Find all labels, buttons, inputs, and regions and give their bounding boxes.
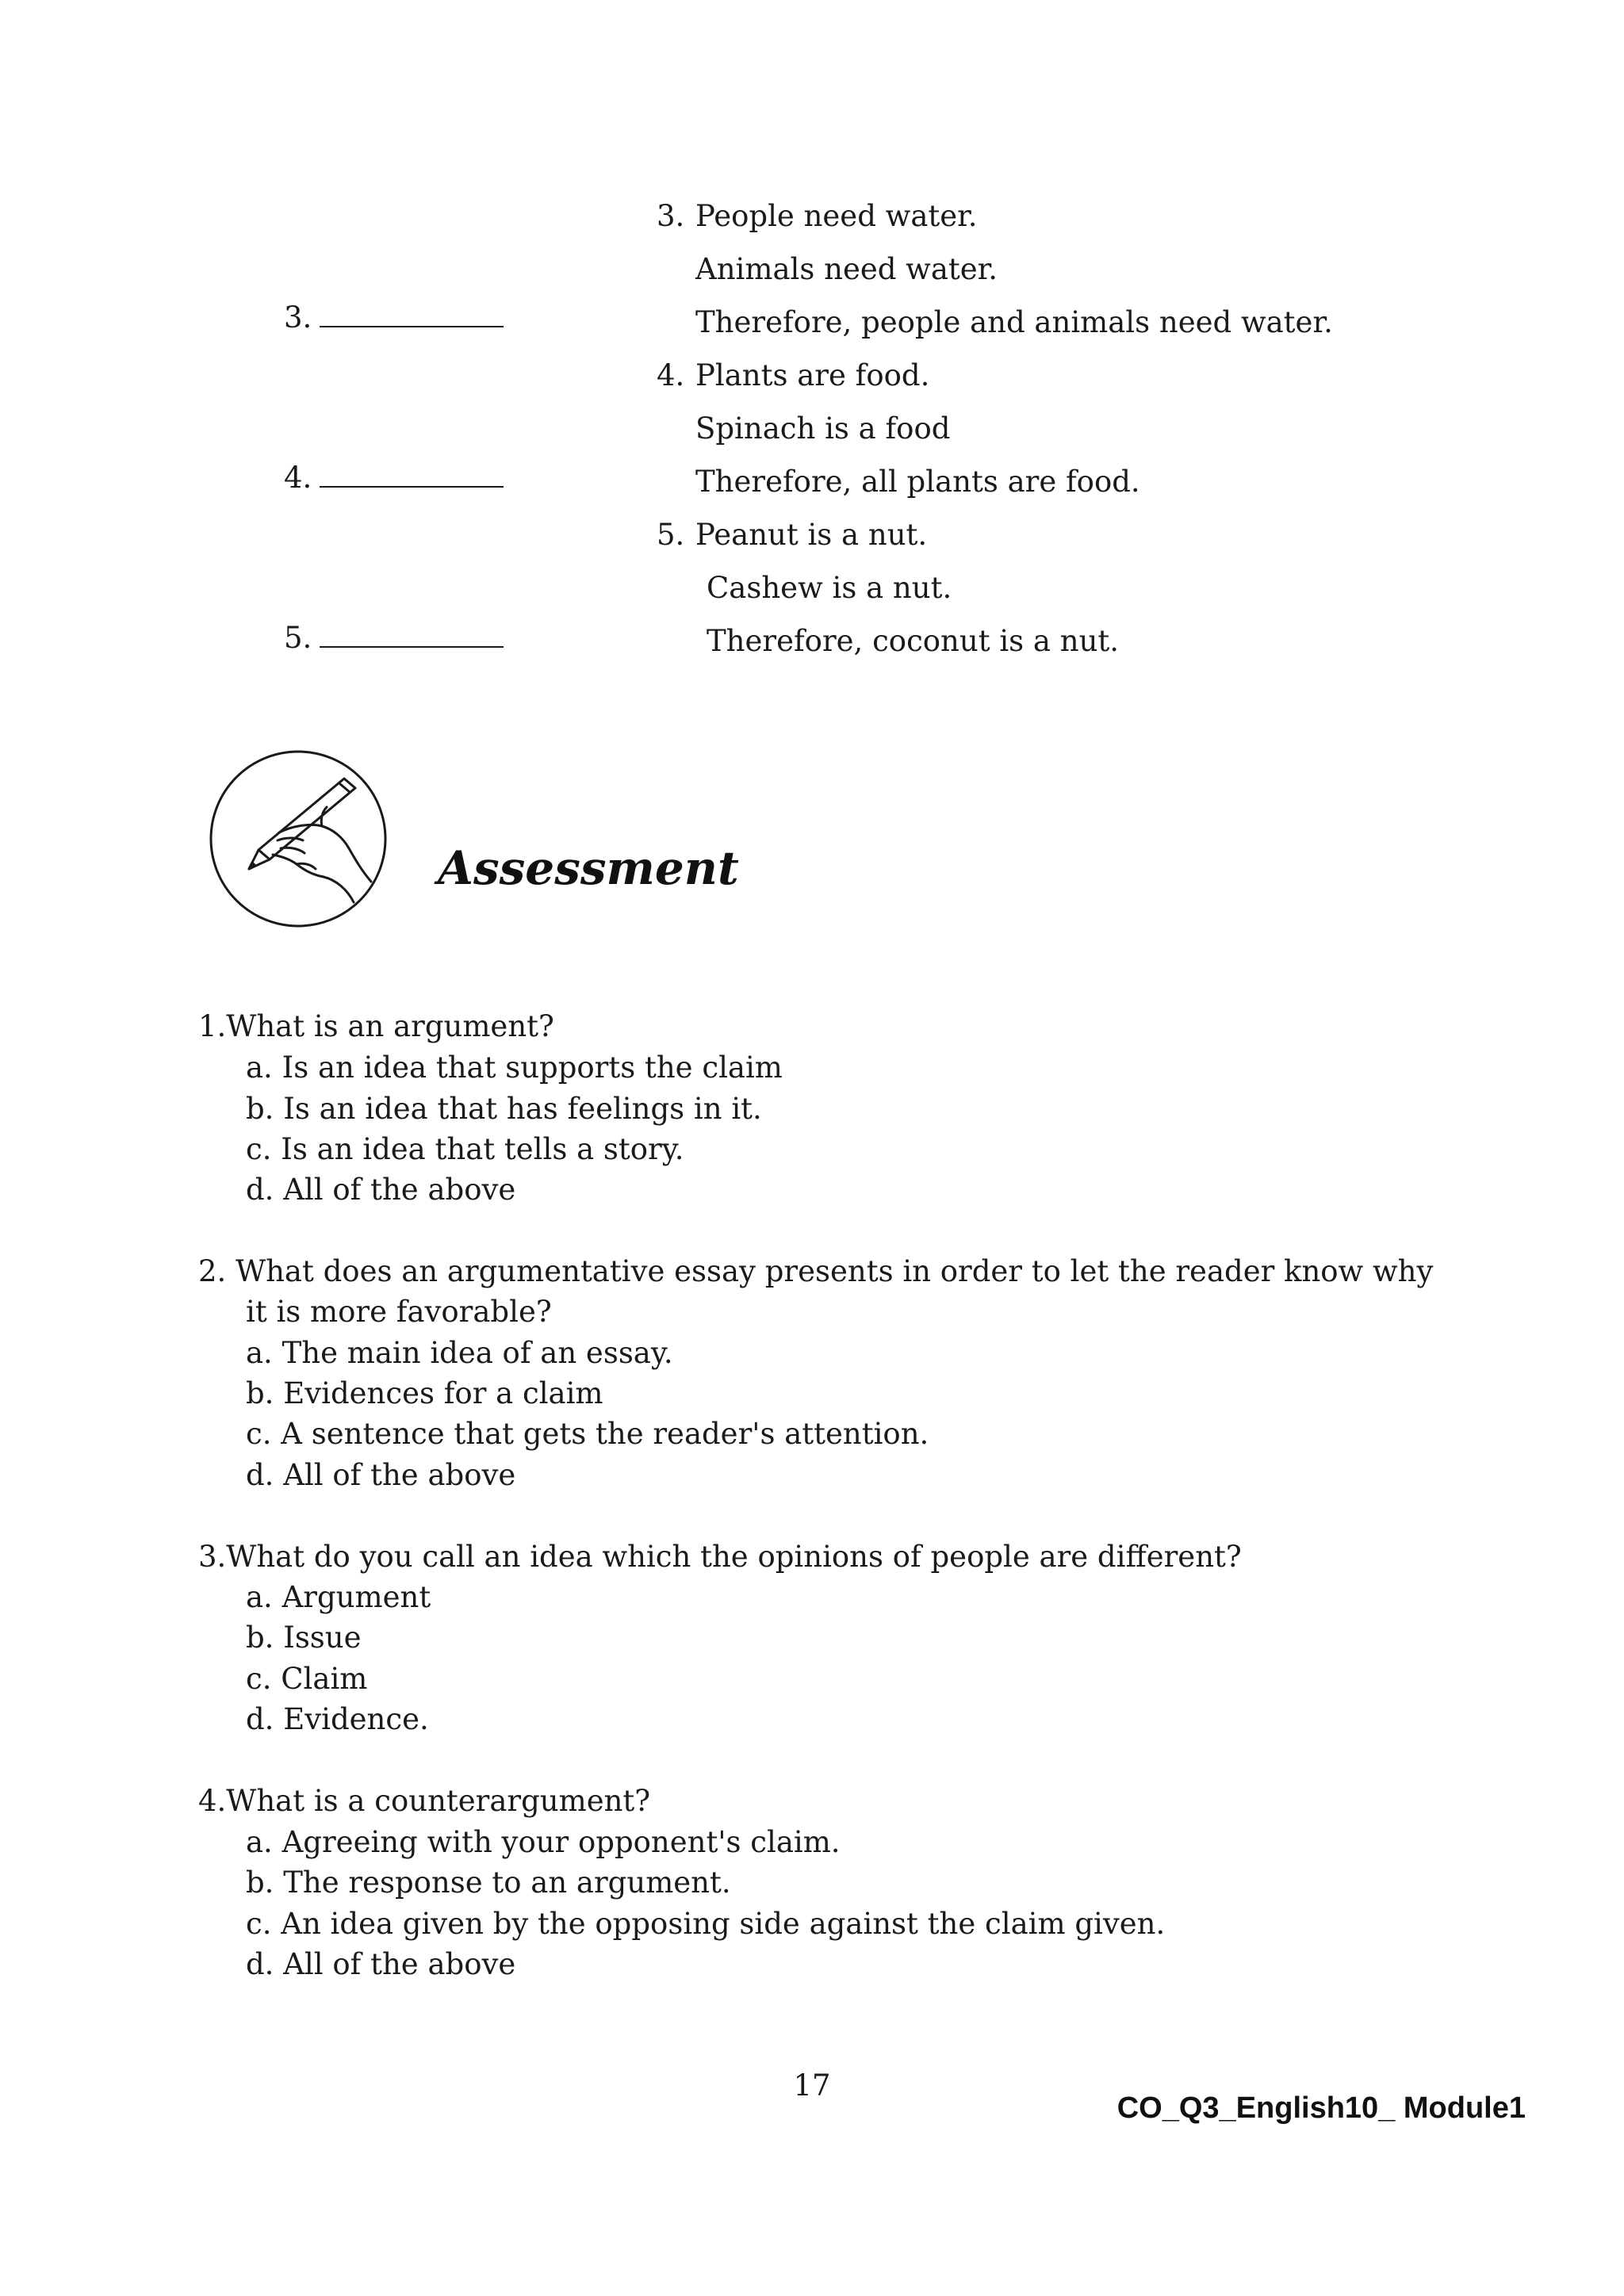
module-code: CO_Q3_English10_ Module1 [1116,2091,1526,2125]
premise-1: People need water. [695,199,978,233]
premise-1: Peanut is a nut. [695,518,928,552]
option-a: a. Is an idea that supports the claim [246,1050,783,1085]
option-d: d. Evidence. [246,1702,429,1736]
question-stem: 3.What do you call an idea which the opinions of people are different? [198,1540,1242,1574]
premise-2: Spinach is a food [695,411,951,446]
blank-line [320,645,504,648]
page-number: 17 [793,2068,831,2103]
hand-writing-pencil-icon [203,744,393,934]
answer-blank-3[interactable] [284,300,504,335]
blank-number: 5. [284,621,312,655]
option-c: c. An idea given by the opposing side against the claim given. [246,1907,1166,1941]
option-b: b. The response to an argument. [246,1866,731,1900]
question-stem: 1.What is an argument? [198,1009,554,1043]
option-c: c. Is an idea that tells a story. [246,1132,684,1166]
section-title: Assessment [438,841,739,895]
question-stem-continued: it is more favorable? [246,1295,552,1329]
option-a: a. The main idea of an essay. [246,1336,673,1370]
answer-blank-5[interactable] [284,621,504,655]
item-number: 5. [657,518,685,552]
conclusion: Therefore, coconut is a nut. [707,624,1120,658]
conclusion: Therefore, people and animals need water. [695,305,1333,339]
option-a: a. Argument [246,1580,431,1614]
blank-line [320,485,504,488]
option-b: b. Evidences for a claim [246,1376,603,1410]
conclusion: Therefore, all plants are food. [695,465,1140,499]
premise-2: Cashew is a nut. [707,571,952,605]
blank-line [320,325,504,327]
option-d: d. All of the above [246,1947,516,1981]
option-c: c. A sentence that gets the reader's attention. [246,1417,929,1451]
question-stem: 4.What is a counterargument? [198,1784,651,1818]
item-number: 3. [657,199,685,233]
option-b: b. Is an idea that has feelings in it. [246,1092,762,1126]
premise-1: Plants are food. [695,358,930,392]
item-number: 4. [657,358,685,392]
option-a: a. Agreeing with your opponent's claim. [246,1825,841,1859]
option-d: d. All of the above [246,1458,516,1492]
blank-number: 4. [284,461,312,495]
question-stem: 2. What does an argumentative essay presents in order to let the reader know why [198,1254,1434,1288]
premise-2: Animals need water. [695,252,998,286]
option-c: c. Claim [246,1662,368,1696]
option-d: d. All of the above [246,1173,516,1207]
answer-blank-4[interactable] [284,461,504,495]
blank-number: 3. [284,300,312,335]
option-b: b. Issue [246,1621,362,1655]
